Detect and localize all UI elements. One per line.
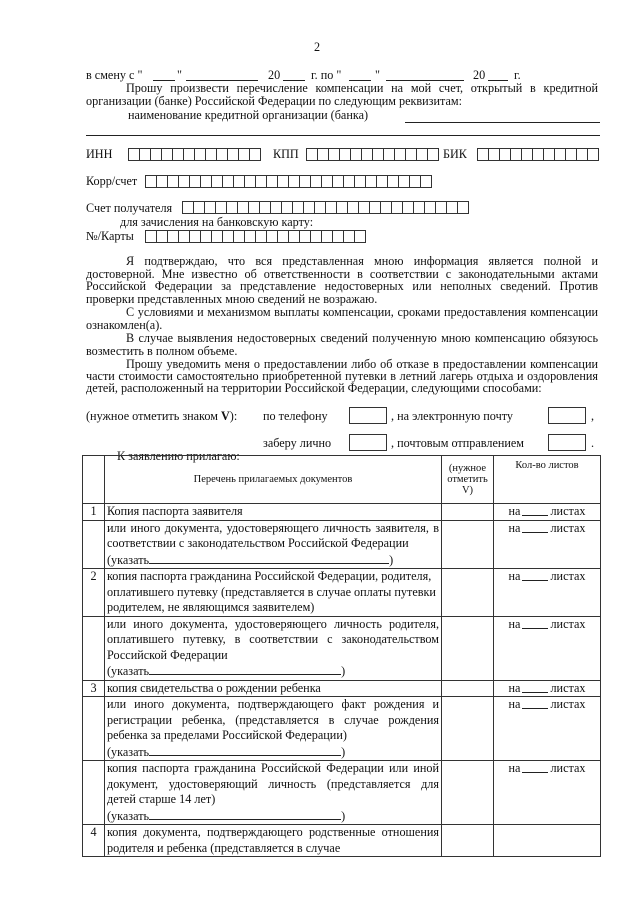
- table-row: [83, 680, 601, 697]
- row-mark-cell[interactable]: [442, 504, 494, 521]
- period-po: г. по ": [311, 68, 342, 82]
- notify-paragraph: Прошу уведомить меня о предоставлении либо об отказе в предоставлении компенсации части стоимости самостоятельно приобретенной путевки в летний лагерь отдыха и оздоровления детей, расположенный на территории Российской Федерации, следующими способами:: [86, 357, 598, 396]
- period-year2: 20: [473, 68, 486, 82]
- row-doc-main: или иного документа, удостоверяющего личность родителя, оплатившего путевку, в соответствии с законодательством Российской Федерации: [107, 616, 439, 662]
- pickup-option-label: заберу лично: [263, 436, 332, 450]
- schet-label: Счет получателя: [86, 201, 173, 215]
- row-number: [83, 520, 105, 569]
- listah-label: листах: [550, 616, 586, 631]
- na-label: на: [508, 697, 521, 711]
- card-field[interactable]: [145, 230, 366, 242]
- row-doc-specify[interactable]: (указать ): [107, 664, 346, 678]
- table-row: [83, 761, 601, 825]
- row-doc-text: [105, 616, 442, 680]
- attach-label: К заявлению прилагаю:: [117, 449, 240, 463]
- refund-paragraph: В случае выявления недостоверных сведений полученную мною компенсацию обязуюсь возместить в полном объеме.: [86, 331, 598, 358]
- row-mark-cell[interactable]: [442, 520, 494, 569]
- period-g: г.: [514, 68, 521, 82]
- header-sheets: Кол-во листов: [494, 456, 601, 504]
- table-row: [83, 697, 601, 761]
- listah-label: листах: [550, 680, 586, 695]
- na-label: на: [508, 504, 521, 518]
- row-doc-text: [105, 761, 442, 825]
- row-number: [83, 761, 105, 825]
- korr-label: Корр/счет: [86, 174, 138, 188]
- row-doc-text: копия паспорта гражданина Российской Федерации, родителя, оплатившего путевку (представляется в случае оплаты путевки родителем, не являющимся заявителем): [105, 569, 442, 617]
- row-sheets-cell[interactable]: [494, 504, 601, 521]
- post-dot: .: [591, 436, 595, 450]
- inn-field[interactable]: [128, 148, 261, 160]
- row-doc-text: Копия паспорта заявителя: [105, 504, 442, 521]
- row-sheets-cell[interactable]: [494, 697, 601, 761]
- kpp-field[interactable]: [306, 148, 439, 160]
- row-sheets-cell[interactable]: [494, 520, 601, 569]
- table-row: [83, 569, 601, 617]
- header-num: [83, 456, 105, 504]
- row-mark-cell[interactable]: [442, 569, 494, 617]
- na-label: на: [508, 761, 521, 775]
- documents-table: [82, 455, 601, 857]
- row-number: 2: [83, 569, 105, 617]
- table-row: [83, 825, 601, 857]
- row-number: 4: [83, 825, 105, 857]
- period-quote2: ": [375, 68, 380, 82]
- table-row: [83, 520, 601, 569]
- row-sheets-cell[interactable]: [494, 680, 601, 697]
- period-prefix: в смену с ": [86, 68, 143, 82]
- mark-note-text: (нужное отметить знаком: [86, 409, 221, 423]
- header-mark: [442, 456, 494, 504]
- row-doc-specify[interactable]: (указать ): [107, 552, 394, 567]
- post-option-label: , почтовым отправлением: [391, 436, 525, 450]
- na-label: на: [508, 680, 521, 695]
- email-comma: ,: [591, 409, 595, 423]
- listah-label: листах: [550, 504, 586, 518]
- inn-label: ИНН: [86, 147, 113, 161]
- row-doc-specify[interactable]: (указать ): [107, 744, 346, 759]
- table-row: [83, 504, 601, 521]
- row-sheets-cell[interactable]: [494, 569, 601, 617]
- phone-option-checkbox[interactable]: [349, 407, 387, 424]
- row-doc-specify[interactable]: (указать ): [107, 808, 346, 823]
- period-quote1: ": [177, 68, 182, 82]
- row-number: 3: [83, 680, 105, 697]
- confirm-paragraph: Я подтверждаю, что вся представленная мною информация является полной и достоверной. Мне известно об ответственности в соответствии с законодательными актами Российской Федерации за представление недостоверных или неполных сведений. Против проверки представленных мною сведений не возражаю.: [86, 254, 598, 306]
- row-doc-text: копия документа, подтверждающего родственные отношения родителя и ребенка (представляется в случае: [105, 825, 442, 857]
- listah-label: листах: [550, 697, 586, 711]
- row-doc-text: [105, 520, 442, 569]
- bank-name-field[interactable]: [405, 122, 600, 123]
- listah-label: листах: [550, 761, 586, 775]
- row-doc-main: или иного документа, удостоверяющего личность заявителя, в соответствии с законодательством Российской Федерации: [107, 520, 439, 550]
- period-year1: 20: [268, 68, 281, 82]
- table-header-row: [83, 456, 601, 504]
- pickup-option-checkbox[interactable]: [349, 434, 387, 451]
- na-label: на: [508, 520, 521, 535]
- email-option-label: , на электронную почту: [391, 409, 513, 423]
- bik-label: БИК: [443, 147, 467, 161]
- row-mark-cell[interactable]: [442, 697, 494, 761]
- header-mark-text: (нужное отметить V): [447, 463, 488, 496]
- bik-field[interactable]: [477, 148, 599, 160]
- row-sheets-cell[interactable]: [494, 825, 601, 857]
- row-number: [83, 616, 105, 680]
- na-label: на: [508, 616, 521, 631]
- email-option-checkbox[interactable]: [548, 407, 586, 424]
- row-doc-main: копия паспорта гражданина Российской Федерации или иной документ, удостоверяющий личность (представляется для детей старше 14 лет): [107, 761, 439, 806]
- mark-note: [86, 409, 237, 423]
- schet-field[interactable]: [182, 201, 469, 213]
- bank-name-field-2[interactable]: [86, 135, 600, 136]
- row-sheets-cell[interactable]: [494, 616, 601, 680]
- row-number: 1: [83, 504, 105, 521]
- row-doc-main: или иного документа, подтверждающего факт рождения и регистрации ребенка, (представляется в случае рождения ребенка за пределами Российской Федерации): [107, 697, 439, 742]
- conditions-paragraph: С условиями и механизмом выплаты компенсации, сроками предоставления компенсации ознакомлен(а).: [86, 305, 598, 332]
- row-doc-text: копия свидетельства о рождении ребенка: [105, 680, 442, 697]
- listah-label: листах: [550, 520, 586, 535]
- row-sheets-cell[interactable]: [494, 761, 601, 825]
- card-note: для зачисления на банковскую карту:: [120, 215, 314, 229]
- row-number: [83, 697, 105, 761]
- na-label: на: [508, 569, 521, 583]
- korr-field[interactable]: [145, 175, 432, 187]
- mark-note-v: V: [220, 409, 230, 423]
- mark-note-end: ):: [229, 409, 238, 423]
- table-row: [83, 616, 601, 680]
- page-number: 2: [314, 40, 321, 54]
- header-docs: Перечень прилагаемых документов: [105, 456, 442, 504]
- row-mark-cell[interactable]: [442, 761, 494, 825]
- row-mark-cell[interactable]: [442, 825, 494, 857]
- row-doc-text: [105, 697, 442, 761]
- row-mark-cell[interactable]: [442, 680, 494, 697]
- phone-option-label: по телефону: [263, 409, 328, 423]
- row-mark-cell[interactable]: [442, 616, 494, 680]
- request-text: Прошу произвести перечисление компенсации на мой счет, открытый в кредитной организации (банке) Российской Федерации по следующим реквизитам:: [86, 81, 598, 108]
- bank-label: наименование кредитной организации (банка): [128, 108, 369, 122]
- card-label: №/Карты: [86, 229, 134, 243]
- kpp-label: КПП: [273, 147, 299, 161]
- post-option-checkbox[interactable]: [548, 434, 586, 451]
- listah-label: листах: [550, 569, 586, 583]
